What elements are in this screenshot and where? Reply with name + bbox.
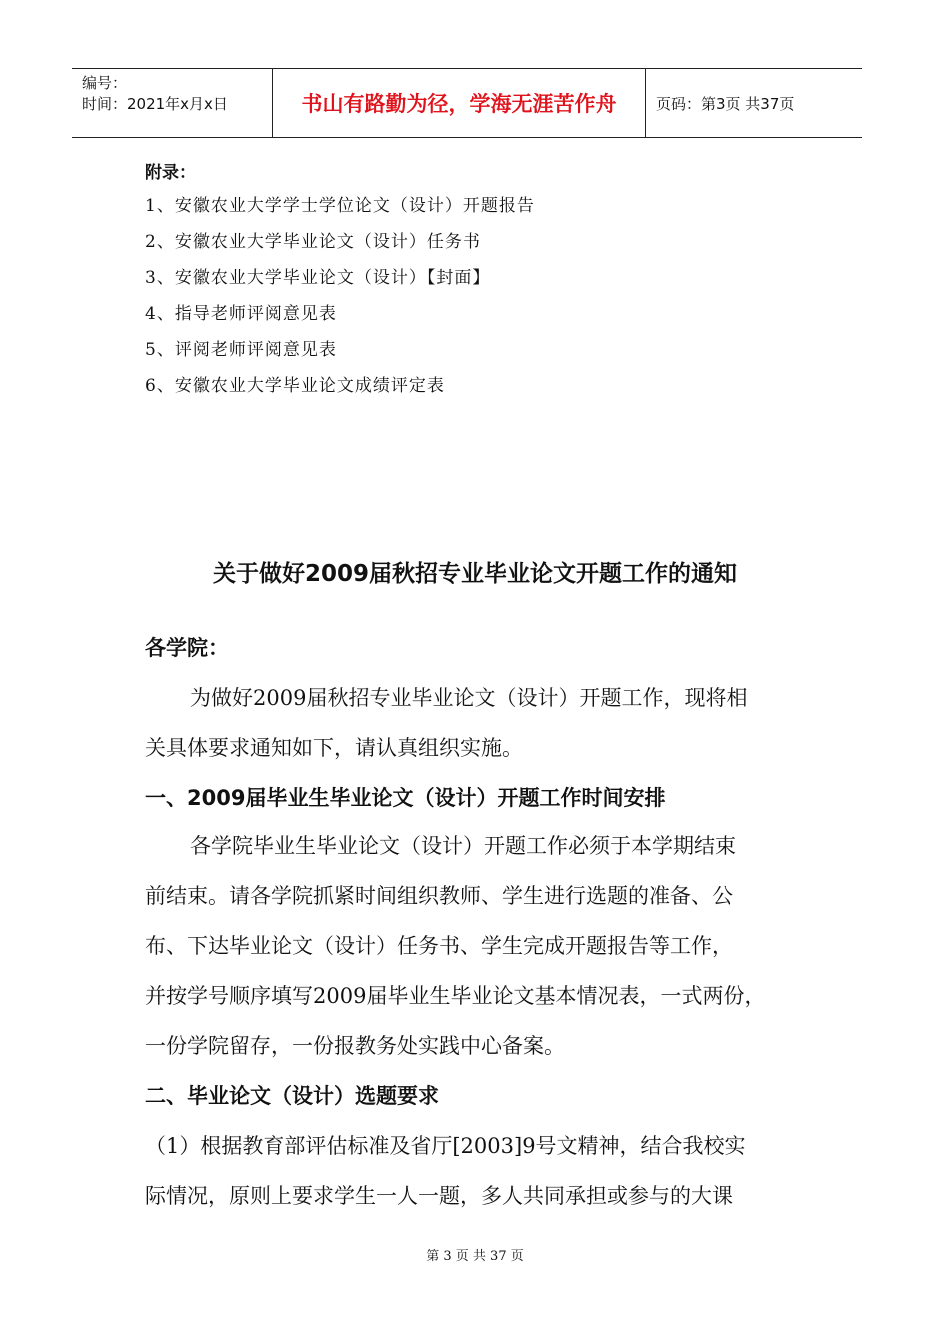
appendix-item: 2、安徽农业大学毕业论文（设计）任务书: [145, 232, 481, 252]
document-header: [72, 68, 862, 138]
notice-title: 关于做好2009届秋招专业毕业论文开题工作的通知: [212, 561, 737, 587]
header-page-info: 页码：第3页 共37页: [656, 94, 795, 113]
section1-heading: 一、2009届毕业生毕业论文（设计）开题工作时间安排: [145, 786, 666, 810]
page-footer: 第 3 页 共 37 页: [426, 1249, 524, 1264]
intro-line: 关具体要求通知如下，请认真组织实施。: [145, 736, 523, 760]
appendix-item: 5、评阅老师评阅意见表: [145, 340, 337, 360]
appendix-item: 3、安徽农业大学毕业论文（设计）【封面】: [145, 268, 491, 288]
header-meta: [72, 69, 272, 137]
header-motto: 书山有路勤为径，学海无涯苦作舟: [272, 69, 646, 137]
appendix-item: 4、指导老师评阅意见表: [145, 304, 337, 324]
appendix-list: [145, 158, 535, 404]
section1-line: 前结束。请各学院抓紧时间组织教师、学生进行选题的准备、公: [145, 884, 733, 908]
section2-heading: 二、毕业论文（设计）选题要求: [145, 1084, 439, 1108]
appendix-item: 1、安徽农业大学学士学位论文（设计）开题报告: [145, 196, 535, 216]
section1-line: 布、下达毕业论文（设计）任务书、学生完成开题报告等工作，: [145, 934, 733, 958]
appendix-title: 附录：: [145, 163, 196, 183]
salutation: 各学院：: [145, 636, 229, 660]
code-label: 编号：: [82, 74, 128, 92]
section1-line: 一份学院留存，一份报教务处实践中心备案。: [145, 1034, 565, 1058]
appendix-item: 6、安徽农业大学毕业论文成绩评定表: [145, 376, 445, 396]
section2-line: （1）根据教育部评估标准及省厅[2003]9号文精神，结合我校实: [145, 1134, 746, 1158]
intro-line: 为做好2009届秋招专业毕业论文（设计）开题工作，现将相: [190, 686, 748, 710]
section1-line: 各学院毕业生毕业论文（设计）开题工作必须于本学期结束: [190, 834, 736, 858]
section1-line: 并按学号顺序填写2009届毕业生毕业论文基本情况表，一式两份，: [145, 984, 766, 1008]
section2-line: 际情况，原则上要求学生一人一题，多人共同承担或参与的大课: [145, 1184, 733, 1208]
time-label: 时间：2021年x月x日: [82, 95, 228, 113]
